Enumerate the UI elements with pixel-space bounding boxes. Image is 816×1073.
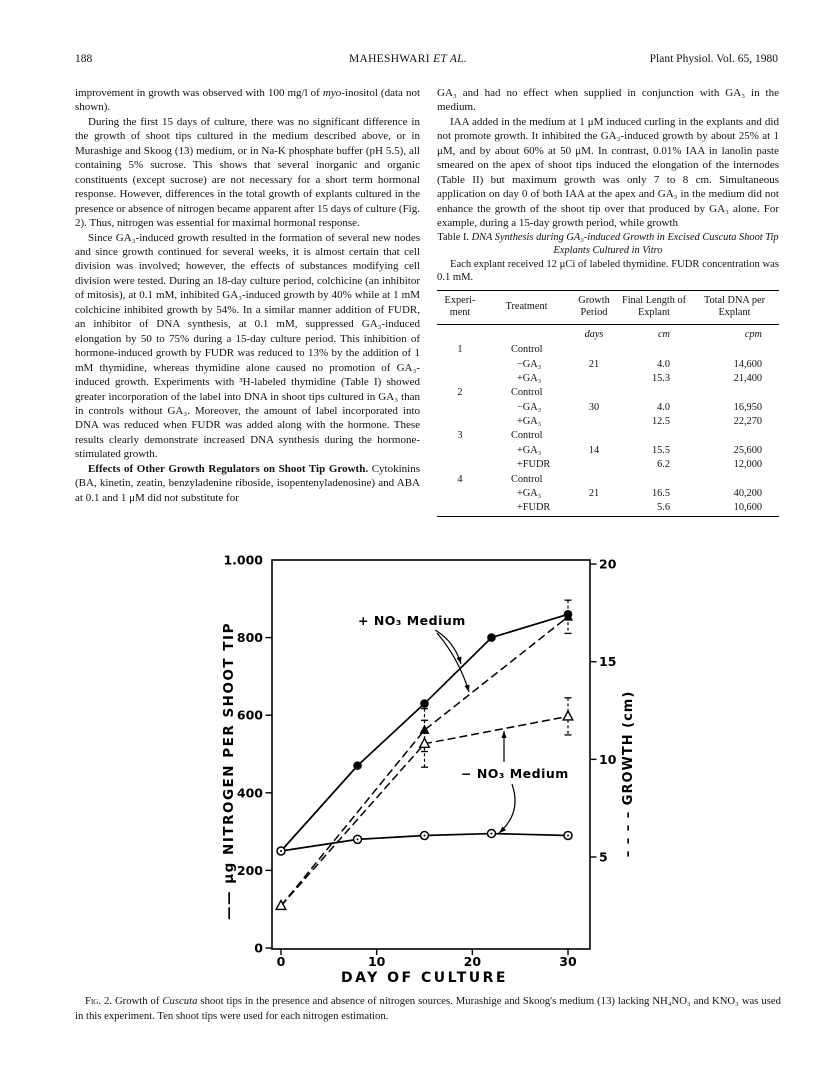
table-caption-label: Table I. [437, 231, 472, 243]
table-cell: Control [511, 344, 543, 356]
table-row [437, 502, 779, 517]
table-cell [618, 387, 690, 401]
right-column [437, 86, 779, 517]
figure-2-chart [195, 546, 650, 996]
caption-text: shoot tips in the presence and absence of nitrogen sources. Murashige and Skoog's medium (13) lacking NH₄NO₃ and KNO₃ was used in this experiment. Ten shoot tips were used for each nitrogen estimation. [75, 994, 781, 1022]
right-axis-tick-label: 20 [599, 556, 617, 572]
table-cell [570, 473, 618, 487]
table-cell: 21,400 [733, 372, 762, 384]
unit-cell: days [584, 328, 604, 340]
col-header-experiment: Experi- ment [437, 290, 483, 324]
left-axis-tick-label: 400 [236, 785, 263, 801]
col-header-growth-period: Growth Period [570, 290, 618, 324]
table-row [437, 444, 779, 458]
figure-caption-label: Fig. 2. [85, 994, 112, 1007]
table-cell [570, 415, 618, 429]
table-cell [437, 458, 483, 472]
table-cell: 5.6 [657, 502, 670, 514]
table-cell [690, 473, 779, 487]
body-text: Cytokinins (BA, kinetin, zeatin, benzyladenine riboside, isopentenyladenosine) and ABA at 0.1 and 1 μM did not substitute for [75, 462, 420, 504]
table-units-row [437, 324, 779, 343]
left-axis-tick-label: 0 [254, 940, 263, 956]
table-cell [437, 415, 483, 429]
right-axis-tick-label: 5 [599, 849, 608, 865]
left-axis-tick-label: 800 [236, 630, 263, 646]
table-cell [437, 487, 483, 501]
table-cell: 4 [457, 473, 463, 485]
table-cell [570, 372, 618, 386]
col-header-total-dna: Total DNA per Explant [690, 290, 779, 324]
right-axis-tick-label: 15 [599, 654, 617, 670]
paragraph [75, 462, 420, 505]
table-cell: +FUDR [517, 459, 551, 471]
table-row [437, 430, 779, 444]
left-axis-tick-label: 1.000 [223, 552, 263, 568]
body-text: inositol (data not shown). [75, 87, 421, 114]
table-row [437, 358, 779, 372]
table-cell [618, 473, 690, 487]
annotation [358, 613, 469, 692]
table-1-note: Each explant received 12 μCi of labeled thymidine. FUDR concentration was 0.1 mM. [437, 258, 779, 284]
paragraph: Since GA₃-induced growth resulted in the formation of several new nodes and since growth continued for several weeks, it is almost certain that cell division was involved; however, the effects of substances modifying cell division were tested. During an 18-day culture period, colchicine (an inhibitor of mitosis), at 0.1 mM, inhibited GA₃-induced growth by 40% while at 1 mM colchicine inhibited growth by 54%. In a similar manner addition of FUDR, an inhibitor of DNA synthesis, at 0.1 mM, suppressed GA₃-induced elongation by 50 to 75% during a 15-day culture period. This inhibition of hormone-induced growth by FUDR was reduced to 13% by the addition of 1 mM thymidine, whereas thymidine alone caused no promotion of GA₃-induced growth. Experiments with ³H-labeled thymidine (Table I) showed greater incorporation of the label into DNA in shoot tips cultured in GA₃ than in controls without GA₃. Moreover, the amount of label incorporated into DNA was reduced when FUDR was added along with the hormone. These results clearly demonstrate increased DNA synthesis during the hormone-stimulated growth. [75, 231, 420, 461]
table-cell: +FUDR [517, 502, 551, 514]
table-cell: 14 [588, 444, 600, 456]
table-cell: 21 [588, 358, 600, 370]
left-axis-tick-label: 200 [236, 862, 263, 878]
table-cell: 1 [457, 344, 463, 356]
table-caption-title: DNA Synthesis during GA₃-induced Growth in Excised Cuscuta Shoot Tip Explants Cultured in Vitro [471, 231, 779, 257]
table-cell [570, 430, 618, 444]
caption-text-italic: Cuscuta [162, 994, 198, 1007]
table-cell [570, 387, 618, 401]
annotation-label: − NO₃ Medium [461, 766, 569, 781]
table-cell [570, 502, 618, 517]
table-cell [570, 343, 618, 357]
table-cell: 15.3 [651, 372, 670, 384]
table-row [437, 458, 779, 472]
table-cell [437, 401, 483, 415]
x-axis-tick-label: 10 [367, 954, 386, 969]
left-column [75, 86, 420, 505]
annotation [461, 731, 569, 833]
table-cell: Control [511, 473, 543, 485]
table-cell: 16,950 [733, 401, 762, 413]
table-1-caption [437, 231, 779, 258]
table-cell: 21 [588, 488, 600, 500]
table-cell [618, 343, 690, 357]
paragraph-continuation [75, 86, 420, 115]
table-cell: +GA₃ [517, 372, 542, 384]
table-cell: −GA₃ [517, 358, 542, 370]
paragraph: IAA added in the medium at 1 μM induced curling in the explants and did not promote growth. It inhibited the GA₃-induced growth by about 25% at 1 μM, and by about 60% at 50 μM. In contrast, 0.01% IAA in lanolin paste smeared on the apex of shoot tips induced the elongation of the internodes (Table II) but maximum growth was only 7 to 8 cm. Simultaneous application on day 0 of both IAA at the apex and GA₃ in the medium did not enhance the growth of the shoot tip over that produced by GA₃ alone. For example, during a 15-day growth period, while growth [437, 115, 779, 230]
left-axis-tick-label: 600 [236, 707, 263, 723]
series-circle-open [277, 830, 572, 855]
table-row [437, 487, 779, 501]
figure-2-caption [75, 994, 781, 1024]
table-cell: 10,600 [733, 502, 762, 514]
left-axis-title: —— μg NITROGEN PER SHOOT TIP [221, 622, 237, 920]
table-cell: 16.5 [651, 488, 670, 500]
paragraph-continuation: GA₃ and had no effect when supplied in conjunction with GA₃ in the medium. [437, 87, 779, 114]
figure-2 [195, 546, 650, 996]
paragraph: During the first 15 days of culture, there was no significant difference in the growth of shoot tips cultured in the medium described above, or in Murashige and Skoog (13) medium, or in Na-K phosphate buffer (pH 5.5), all containing 5% sucrose. This shows that several inorganic and organic constituents (except sucrose) are not necessary for a short term hormonal response. However, differences in the total growth of explants cultured in the presence or absence of nitrogen became apparent after 15 days of culture (Fig. 2). Thus, nitrogen was essential for maximal hormonal response. [75, 115, 420, 230]
annotation-label: + NO₃ Medium [358, 613, 466, 628]
page-number: 188 [75, 53, 93, 65]
section-lead-bold: Effects of Other Growth Regulators on Shoot Tip Growth. [88, 462, 369, 475]
table-row [437, 387, 779, 401]
table-cell [437, 502, 483, 517]
table-cell: Control [511, 430, 543, 442]
table-cell: 4.0 [657, 401, 670, 413]
table-cell: 30 [588, 401, 600, 413]
table-cell: 22,270 [733, 416, 762, 428]
table-cell: 6.2 [657, 459, 670, 471]
table-cell [437, 358, 483, 372]
table-row [437, 473, 779, 487]
table-cell: +GA₃ [517, 488, 542, 500]
col-header-treatment: Treatment [483, 290, 570, 324]
unit-cell [483, 324, 570, 343]
right-axis-tick-label: 10 [599, 751, 617, 767]
table-cell [690, 430, 779, 444]
table-cell: 12,000 [733, 459, 762, 471]
right-axis-title: – – – – GROWTH (cm) [621, 690, 636, 858]
table-cell: 2 [457, 387, 463, 399]
body-text-italic: myo- [322, 87, 345, 99]
table-cell [570, 458, 618, 472]
running-title-etal: ET AL. [433, 53, 468, 65]
table-cell: 14,600 [733, 358, 762, 370]
x-axis-tick-label: 20 [463, 954, 482, 969]
journal-reference: Plant Physiol. Vol. 65, 1980 [649, 53, 778, 65]
col-header-final-length: Final Length of Explant [618, 290, 690, 324]
table-cell: 40,200 [733, 488, 762, 500]
table-row [437, 401, 779, 415]
table-row [437, 415, 779, 429]
table-cell [437, 444, 483, 458]
table-cell: 4.0 [657, 358, 670, 370]
table-cell [690, 387, 779, 401]
x-axis-title: DAY OF CULTURE [341, 970, 508, 986]
unit-cell: cm [657, 328, 670, 340]
table-cell: −GA₃ [517, 401, 542, 413]
x-axis-tick-label: 30 [559, 954, 577, 969]
table-header-row [437, 290, 779, 324]
caption-text: Growth of [111, 994, 163, 1007]
table-cell [618, 430, 690, 444]
table-cell: 3 [457, 430, 463, 442]
table-row [437, 343, 779, 357]
table-1 [437, 290, 779, 517]
table-cell: 25,600 [733, 444, 762, 456]
table-cell: 12.5 [651, 416, 670, 428]
x-axis-tick-label: 0 [276, 954, 286, 969]
body-text: improvement in growth was observed with 100 mg/l of [75, 87, 323, 99]
table-cell [437, 372, 483, 386]
table-cell: 15.5 [651, 444, 670, 456]
table-row [437, 372, 779, 386]
table-cell: +GA₃ [517, 416, 542, 428]
unit-cell [437, 324, 483, 343]
table-cell: +GA₃ [517, 444, 542, 456]
unit-cell: cpm [744, 328, 762, 340]
table-cell [690, 343, 779, 357]
table-cell: Control [511, 387, 543, 399]
running-title-authors: MAHESHWARI [348, 53, 434, 65]
